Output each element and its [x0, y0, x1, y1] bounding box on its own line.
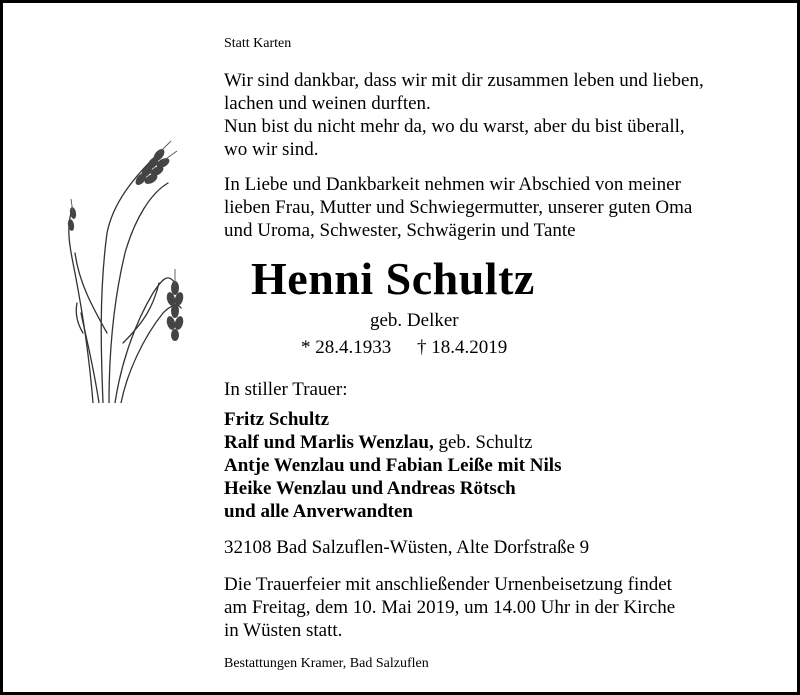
verse-line: lachen und weinen durften. — [224, 93, 431, 114]
birth-date: * 28.4.1933 — [301, 337, 392, 358]
funeral-line: Die Trauerfeier mit anschließender Urnenbeisetzung findet — [224, 574, 672, 595]
mourner-line — [224, 431, 532, 454]
mourning-label: In stiller Trauer: — [224, 379, 348, 400]
mourner-line — [224, 454, 561, 477]
funeral-line: in Wüsten statt. — [224, 620, 343, 641]
undertaker: Bestattungen Kramer, Bad Salzuflen — [224, 656, 429, 671]
verse-line: Nun bist du nicht mehr da, wo du warst, aber du bist überall, — [224, 116, 685, 137]
wheat-illustration — [63, 133, 203, 403]
death-date: † 18.4.2019 — [417, 337, 508, 358]
maiden-name: geb. Delker — [370, 310, 459, 331]
intro-line: und Uroma, Schwester, Schwägerin und Tante — [224, 220, 576, 241]
mourner-name: und alle Anverwandten — [224, 501, 413, 522]
mourner-line — [224, 477, 516, 500]
mourner-suffix: geb. Schultz — [433, 432, 533, 453]
verse-line: wo wir sind. — [224, 139, 319, 160]
deceased-name: Henni Schultz — [251, 253, 535, 304]
mourner-name: Fritz Schultz — [224, 409, 330, 430]
address: 32108 Bad Salzuflen-Wüsten, Alte Dorfstraße 9 — [224, 537, 590, 558]
funeral-line: am Freitag, dem 10. Mai 2019, um 14.00 Uhr in der Kirche — [224, 597, 676, 618]
mourner-name: Heike Wenzlau und Andreas Rötsch — [224, 478, 516, 499]
mourner-line — [224, 408, 329, 431]
intro-line: lieben Frau, Mutter und Schwiegermutter, unserer guten Oma — [224, 197, 693, 218]
verse-line: Wir sind dankbar, dass wir mit dir zusammen leben und lieben, — [224, 70, 704, 91]
mourner-name: Antje Wenzlau und Fabian Leiße mit Nils — [224, 455, 562, 476]
header-text: Statt Karten — [224, 36, 292, 51]
mourner-name: Ralf und Marlis Wenzlau, — [224, 432, 434, 453]
intro-line: In Liebe und Dankbarkeit nehmen wir Abschied von meiner — [224, 174, 681, 195]
mourner-line — [224, 500, 413, 523]
